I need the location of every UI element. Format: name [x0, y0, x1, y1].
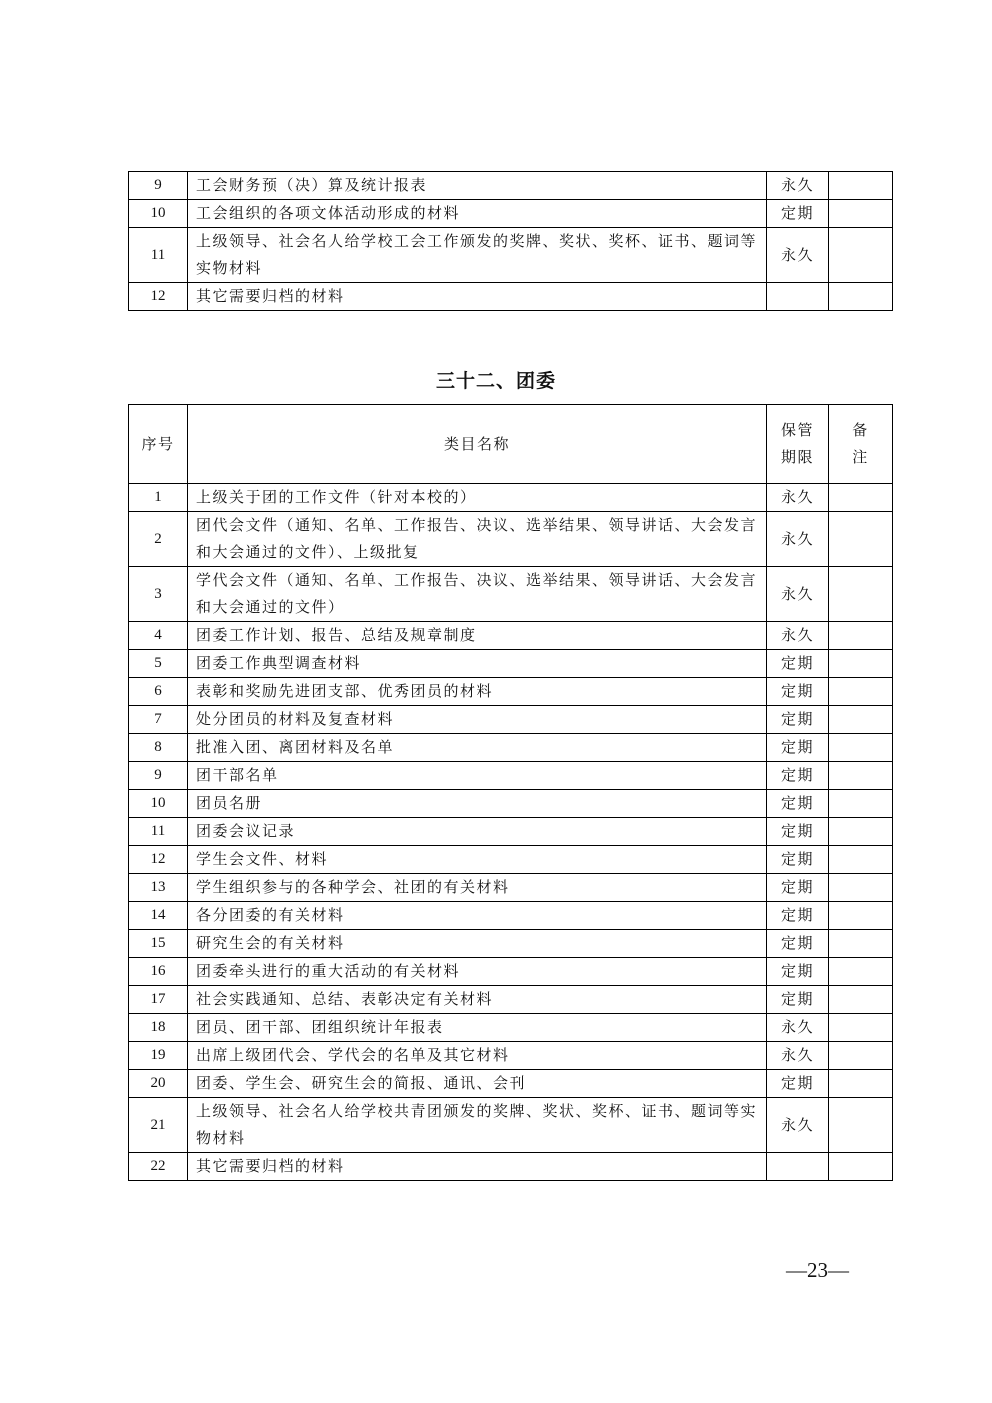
row-number: 12	[129, 846, 188, 874]
table-row	[129, 200, 893, 228]
header-category-name: 类目名称	[188, 405, 767, 484]
row-note	[829, 1042, 893, 1070]
section-title: 三十二、团委	[435, 370, 556, 392]
row-category-name: 团干部名单	[188, 762, 767, 790]
row-retention-period: 定期	[767, 200, 829, 228]
row-note	[829, 706, 893, 734]
row-note	[829, 172, 893, 200]
row-number: 11	[129, 818, 188, 846]
row-category-name: 上级关于团的工作文件（针对本校的）	[188, 484, 767, 512]
previous-section-table	[128, 171, 893, 311]
row-note	[829, 1014, 893, 1042]
row-number: 15	[129, 930, 188, 958]
row-number: 16	[129, 958, 188, 986]
row-retention-period: 定期	[767, 902, 829, 930]
header-no: 序号	[129, 405, 188, 484]
row-number: 7	[129, 706, 188, 734]
row-note	[829, 678, 893, 706]
table-row	[129, 678, 893, 706]
row-category-name: 其它需要归档的材料	[188, 1153, 767, 1181]
row-category-name: 团员名册	[188, 790, 767, 818]
row-category-name: 研究生会的有关材料	[188, 930, 767, 958]
row-note	[829, 790, 893, 818]
row-note	[829, 567, 893, 622]
league-committee-table-body	[129, 484, 893, 1181]
table-row	[129, 986, 893, 1014]
row-number: 4	[129, 622, 188, 650]
row-category-name: 各分团委的有关材料	[188, 902, 767, 930]
header-retention-line1: 保管	[780, 421, 814, 439]
row-number: 10	[129, 200, 188, 228]
table-row	[129, 228, 893, 283]
table-header-row	[129, 405, 893, 484]
row-note	[829, 200, 893, 228]
row-category-name: 学生组织参与的各种学会、社团的有关材料	[188, 874, 767, 902]
row-note	[829, 958, 893, 986]
header-note-line1: 备	[852, 421, 869, 439]
row-note	[829, 1098, 893, 1153]
row-note	[829, 846, 893, 874]
row-category-name: 团代会文件（通知、名单、工作报告、决议、选举结果、领导讲话、大会发言和大会通过的文件）、上级批复	[188, 512, 767, 567]
row-retention-period: 定期	[767, 986, 829, 1014]
row-retention-period: 永久	[767, 484, 829, 512]
row-note	[829, 512, 893, 567]
table-row	[129, 1042, 893, 1070]
table-row	[129, 172, 893, 200]
row-category-name: 团委牵头进行的重大活动的有关材料	[188, 958, 767, 986]
row-number: 5	[129, 650, 188, 678]
table-row	[129, 622, 893, 650]
row-number: 8	[129, 734, 188, 762]
row-retention-period: 定期	[767, 930, 829, 958]
row-retention-period: 定期	[767, 958, 829, 986]
row-category-name: 团委工作典型调查材料	[188, 650, 767, 678]
table-row	[129, 790, 893, 818]
row-note	[829, 902, 893, 930]
row-retention-period: 定期	[767, 874, 829, 902]
row-category-name: 表彰和奖励先进团支部、优秀团员的材料	[188, 678, 767, 706]
row-category-name: 批准入团、离团材料及名单	[188, 734, 767, 762]
row-number: 21	[129, 1098, 188, 1153]
row-number: 2	[129, 512, 188, 567]
row-retention-period: 定期	[767, 846, 829, 874]
table-row	[129, 1070, 893, 1098]
table-row	[129, 874, 893, 902]
row-retention-period: 永久	[767, 512, 829, 567]
row-category-name: 团委、学生会、研究生会的简报、通讯、会刊	[188, 1070, 767, 1098]
row-retention-period	[767, 283, 829, 311]
row-category-name: 工会组织的各项文体活动形成的材料	[188, 200, 767, 228]
row-note	[829, 734, 893, 762]
row-number: 6	[129, 678, 188, 706]
row-number: 10	[129, 790, 188, 818]
table-row	[129, 512, 893, 567]
row-category-name: 出席上级团代会、学代会的名单及其它材料	[188, 1042, 767, 1070]
row-retention-period: 定期	[767, 818, 829, 846]
header-retention-period	[767, 405, 829, 484]
row-category-name: 团委工作计划、报告、总结及规章制度	[188, 622, 767, 650]
row-category-name: 社会实践通知、总结、表彰决定有关材料	[188, 986, 767, 1014]
table-row	[129, 650, 893, 678]
row-number: 22	[129, 1153, 188, 1181]
row-number: 1	[129, 484, 188, 512]
row-retention-period: 永久	[767, 172, 829, 200]
row-retention-period: 定期	[767, 678, 829, 706]
row-retention-period: 定期	[767, 762, 829, 790]
table-row	[129, 762, 893, 790]
row-retention-period: 永久	[767, 567, 829, 622]
row-category-name: 学代会文件（通知、名单、工作报告、决议、选举结果、领导讲话、大会发言和大会通过的文件）	[188, 567, 767, 622]
row-category-name: 其它需要归档的材料	[188, 283, 767, 311]
row-retention-period: 定期	[767, 790, 829, 818]
table-row	[129, 283, 893, 311]
row-retention-period: 永久	[767, 228, 829, 283]
row-number: 18	[129, 1014, 188, 1042]
table-row	[129, 484, 893, 512]
row-retention-period: 永久	[767, 1014, 829, 1042]
header-retention-line2: 期限	[780, 448, 814, 466]
table-row	[129, 1098, 893, 1153]
row-number: 3	[129, 567, 188, 622]
row-number: 20	[129, 1070, 188, 1098]
row-number: 14	[129, 902, 188, 930]
table-row	[129, 930, 893, 958]
row-number: 13	[129, 874, 188, 902]
row-note	[829, 930, 893, 958]
previous-section-table-body	[129, 172, 893, 311]
row-retention-period: 永久	[767, 1098, 829, 1153]
row-number: 12	[129, 283, 188, 311]
row-number: 19	[129, 1042, 188, 1070]
page-number: —23—	[786, 1258, 849, 1282]
table-row	[129, 846, 893, 874]
row-retention-period: 永久	[767, 622, 829, 650]
row-number: 9	[129, 762, 188, 790]
row-note	[829, 228, 893, 283]
table-row	[129, 958, 893, 986]
row-note	[829, 762, 893, 790]
row-note	[829, 283, 893, 311]
row-number: 17	[129, 986, 188, 1014]
table-row	[129, 734, 893, 762]
row-category-name: 处分团员的材料及复查材料	[188, 706, 767, 734]
table-row	[129, 706, 893, 734]
row-retention-period: 定期	[767, 734, 829, 762]
row-note	[829, 1153, 893, 1181]
row-category-name: 学生会文件、材料	[188, 846, 767, 874]
row-category-name: 团委会议记录	[188, 818, 767, 846]
row-number: 9	[129, 172, 188, 200]
table-row	[129, 1153, 893, 1181]
table-row	[129, 1014, 893, 1042]
table-row	[129, 567, 893, 622]
league-committee-table	[128, 404, 893, 1181]
table-row	[129, 818, 893, 846]
header-note	[829, 405, 893, 484]
row-note	[829, 622, 893, 650]
row-note	[829, 484, 893, 512]
row-number: 11	[129, 228, 188, 283]
table-row	[129, 902, 893, 930]
row-retention-period: 定期	[767, 650, 829, 678]
row-note	[829, 874, 893, 902]
row-retention-period	[767, 1153, 829, 1181]
row-retention-period: 定期	[767, 706, 829, 734]
row-category-name: 团员、团干部、团组织统计年报表	[188, 1014, 767, 1042]
row-category-name: 上级领导、社会名人给学校共青团颁发的奖牌、奖状、奖杯、证书、题词等实物材料	[188, 1098, 767, 1153]
header-note-line2: 注	[852, 448, 869, 466]
row-category-name: 上级领导、社会名人给学校工会工作颁发的奖牌、奖状、奖杯、证书、题词等实物材料	[188, 228, 767, 283]
row-retention-period: 永久	[767, 1042, 829, 1070]
row-note	[829, 650, 893, 678]
row-note	[829, 818, 893, 846]
row-category-name: 工会财务预（决）算及统计报表	[188, 172, 767, 200]
row-retention-period: 定期	[767, 1070, 829, 1098]
row-note	[829, 986, 893, 1014]
row-note	[829, 1070, 893, 1098]
